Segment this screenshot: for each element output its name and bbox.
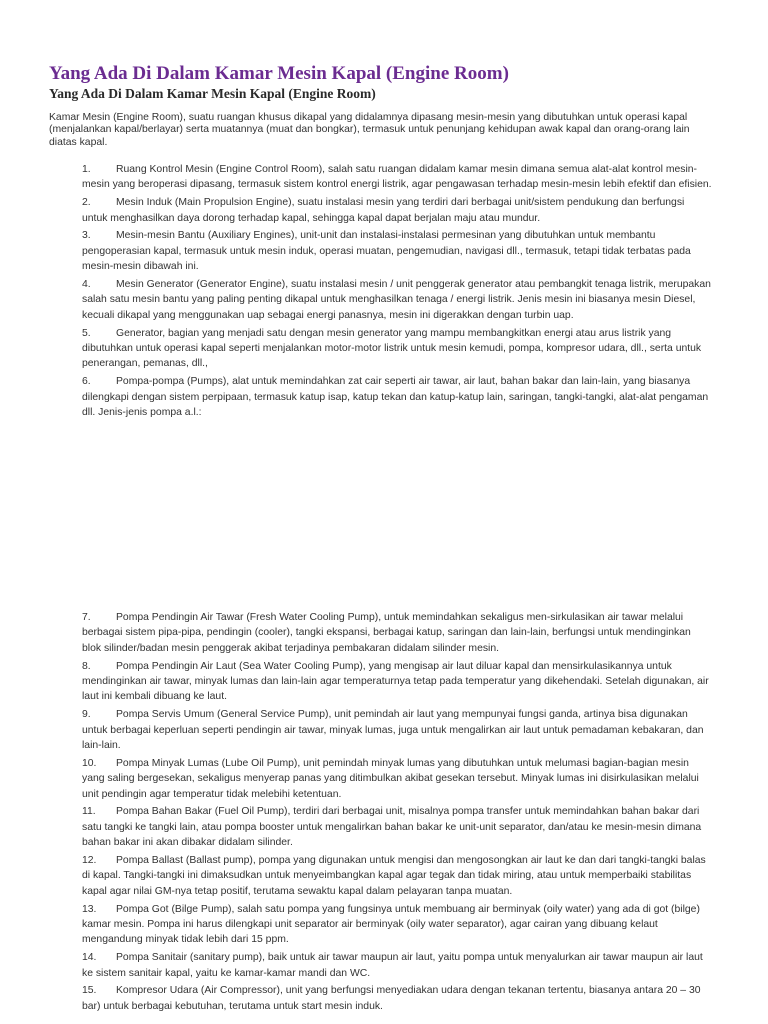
- list-item: [82, 277, 712, 323]
- item-text: Ruang Kontrol Mesin (Engine Control Room), salah satu ruangan didalam kamar mesin dimana semua alat-alat kontrol mesin-mesin yang beroperasi dipasang, termasuk sistem kontrol energi listrik, agar pengawasan terhadap mesin-mesin lebih efektif dan efisien.: [82, 164, 712, 191]
- page-title: Yang Ada Di Dalam Kamar Mesin Kapal (Engine Room): [49, 63, 509, 84]
- item-number: 12.: [82, 855, 97, 867]
- item-text: Pompa Bahan Bakar (Fuel Oil Pump), terdiri dari berbagai unit, misalnya pompa transfer untuk memindahkan bahan bakar dari satu tangki ke tangki lain, atau pompa booster untuk mengalirkan bahan bakar ke unit-unit separator, dan/atau ke mesin-mesin dimana bahan bakar ini akan dibakar didalam silinder.: [82, 806, 702, 849]
- list-item: [82, 659, 712, 705]
- list-item: [82, 162, 712, 193]
- item-text: Pompa Ballast (Ballast pump), pompa yang digunakan untuk mengisi dan mengosongkan air laut ke dan dari tangki-tangki balas di kapal. Tangki-tangki ini dimaksudkan untuk menyeimbangkan kapal agar tegak dan tidak miring, atau untuk memperbaiki stabilitas kapal agar nilai GM-nya tetap positif, terutama sewaktu kapal dalam pelayaran tanpa muatan.: [82, 855, 706, 897]
- list-item: [82, 707, 712, 753]
- list-item: [82, 804, 712, 850]
- list-item: [82, 853, 712, 899]
- list-item: [82, 228, 712, 274]
- list-item: [82, 610, 712, 656]
- list-item: [82, 950, 712, 981]
- item-number: 2.: [82, 197, 91, 209]
- item-number: 4.: [82, 279, 91, 291]
- item-text: Pompa Minyak Lumas (Lube Oil Pump), unit pemindah minyak lumas yang dibutuhkan untuk melumasi bagian-bagian mesin yang saling bergesekan, sekaligus menyerap panas yang ditimbulkan akibat gesekan tersebut. Minyak lumas ini disirkulasikan melalui unit pendingin agar temperatur tidak melebihi ketentuan.: [82, 757, 699, 800]
- item-number: 9.: [82, 709, 91, 721]
- numbered-list-part-2: [82, 610, 712, 1017]
- item-number: 11.: [82, 806, 96, 818]
- item-number: 5.: [82, 327, 91, 339]
- item-text: Mesin Induk (Main Propulsion Engine), suatu instalasi mesin yang terdiri dari berbagai unit/sistem pendukung dan berfungsi untuk menghasilkan daya dorong terhadap kapal, sehingga kapal dapat berjalan maju atau mundur.: [82, 197, 685, 224]
- item-text: Pompa Servis Umum (General Service Pump), unit pemindah air laut yang mempunyai fungsi ganda, artinya bisa digunakan untuk berbagai keperluan seperti pendingin air tawar, minyak lumas, juga untuk mengalirkan air laut untuk pemadaman kebakaran, dan lain-lain.: [82, 709, 704, 752]
- item-text: Pompa Got (Bilge Pump), salah satu pompa yang fungsinya untuk membuang air berminyak (oily water) yang ada di got (bilge) kamar mesin. Pompa ini harus dilengkapi unit separator air berminyak (oily water separator), agar cairan yang dibuang kelaut mengandung minyak tidak lebih dari 15 ppm.: [82, 903, 700, 946]
- item-number: 8.: [82, 660, 91, 672]
- page-subtitle: Yang Ada Di Dalam Kamar Mesin Kapal (Engine Room): [49, 86, 376, 101]
- item-number: 1.: [82, 164, 91, 175]
- item-text: Generator, bagian yang menjadi satu dengan mesin generator yang mampu membangkitkan energi atau arus listrik yang dibutuhkan untuk operasi kapal seperti menjalankan motor-motor listrik untuk mesin kemudi, pompa, kompresor udara, dll., serta untuk penerangan, pemanas, dll.,: [82, 327, 702, 370]
- list-item: [82, 326, 712, 372]
- numbered-list-part-1: [82, 162, 712, 423]
- intro-paragraph: Kamar Mesin (Engine Room), suatu ruangan khusus dikapal yang didalamnya dipasang mesin-mesin yang dibutuhkan untuk operasi kapal (menjalankan kapal/berlayar) serta muatannya (muat dan bongkar), termasuk untuk penunjang kehidupan awak kapal dan orang-orang lain diatas kapal.: [49, 112, 690, 148]
- item-number: 15.: [82, 985, 97, 997]
- item-text: Pompa Pendingin Air Tawar (Fresh Water Cooling Pump), untuk memindahkan sekaligus men-sirkulasikan air tawar melalui berbagai sistem pipa-pipa, pendingin (cooler), tangki ekspansi, berbagai katup, saringan dan lain-lain, berfungsi untuk mendinginkan blok silinder/badan mesin penggerak akibat terjadinya pembakaran didalam silinder mesin.: [82, 612, 691, 654]
- item-number: 3.: [82, 230, 91, 242]
- list-item: [82, 902, 712, 948]
- item-text: Mesin Generator (Generator Engine), suatu instalasi mesin / unit penggerak generator atau pembangkit tenaga listrik, merupakan salah satu mesin bantu yang paling penting dikapal untuk menghasilkan tenaga / energi listrik. Jenis mesin ini biasanya mesin Diesel, kecuali dikapal yang menggunakan uap sebagai energi panasnya, mesin ini digerakkan dengan turbin uap.: [82, 279, 711, 321]
- item-text: Mesin-mesin Bantu (Auxiliary Engines), unit-unit dan instalasi-instalasi permesinan yang dibutuhkan untuk membantu pengoperasian kapal, termasuk untuk mesin induk, operasi muatan, pengemudian, navigasi dll., termasuk, tetapi tidak terbatas pada mesin-mesin dibawah ini.: [82, 230, 691, 273]
- item-text: Pompa Sanitair (sanitary pump), baik untuk air tawar maupun air laut, yaitu pompa untuk menyalurkan air tawar maupun air laut ke sistem sanitair kapal, yaitu ke kamar-kamar mandi dan WC.: [82, 952, 703, 979]
- list-item: [82, 374, 712, 420]
- item-text: Pompa Pendingin Air Laut (Sea Water Cooling Pump), yang mengisap air laut diluar kapal dan mensirkulasikannya untuk mendinginkan air tawar, minyak lumas dan lain-lain agar temperaturnya tetap pada temperatur yang dikehendaki. Setelah digunakan, air laut ini kembali dibuang ke laut.: [82, 660, 709, 703]
- item-text: Pompa-pompa (Pumps), alat untuk memindahkan zat cair seperti air tawar, air laut, bahan bakar dan lain-lain, yang biasanya dilengkapi dengan sistem perpipaan, termasuk katup isap, katup tekan dan katup-katup lain, saringan, tangki-tangki, alat-alat pengaman dll. Jenis-jenis pompa a.l.:: [82, 376, 709, 419]
- item-text: Kompresor Udara (Air Compressor), unit yang berfungsi menyediakan udara dengan tekanan tertentu, biasanya antara 20 – 30 bar) untuk berbagai kebutuhan, terutama untuk start mesin induk.: [82, 985, 701, 1012]
- list-item: [82, 195, 712, 226]
- item-number: 13.: [82, 903, 97, 915]
- item-number: 14.: [82, 952, 97, 964]
- item-number: 10.: [82, 757, 97, 769]
- item-number: 7.: [82, 612, 91, 623]
- item-number: 6.: [82, 376, 91, 388]
- list-item: [82, 983, 712, 1014]
- list-item: [82, 756, 712, 802]
